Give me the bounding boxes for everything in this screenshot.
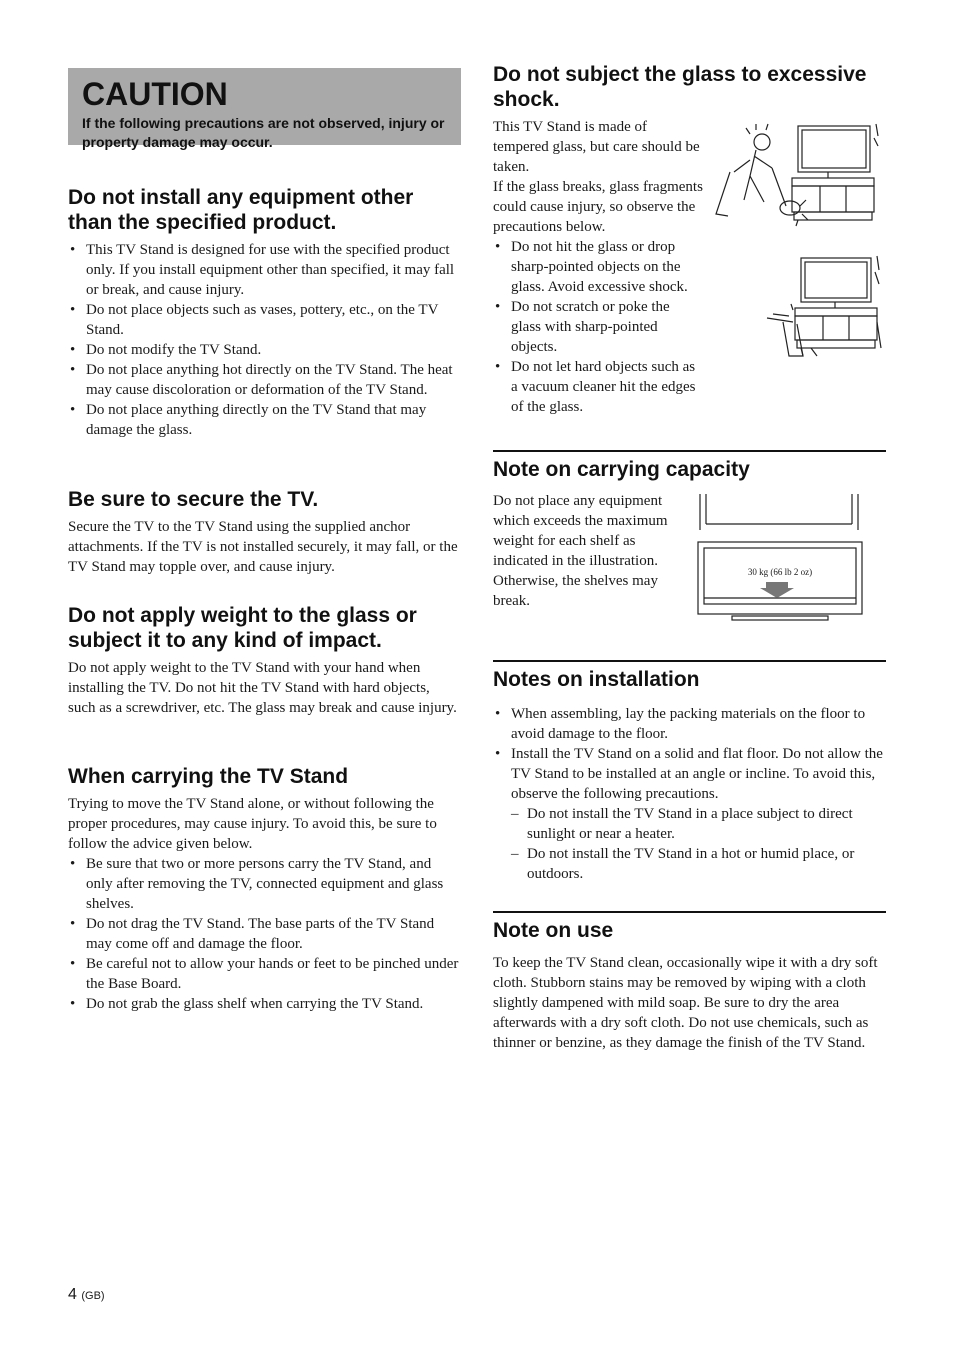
section-heading: Notes on installation: [493, 668, 700, 691]
list-item: • Do not scratch or poke the glass with sharp-pointed objects.: [493, 297, 703, 357]
section-heading: Be sure to secure the TV.: [68, 488, 319, 511]
list-item: • Install the TV Stand on a solid and flat floor. Do not allow the TV Stand to be installed at an angle or incline. To avoid this, observe the following precautions.: [493, 744, 886, 804]
list-item: • Be careful not to allow your hands or feet to be pinched under the Base Board.: [68, 954, 461, 994]
paragraph: Do not apply weight to the TV Stand with your hand when installing the TV. Do not hit the TV Stand with hard objects, such as a screwdriver, etc. The glass may break and cause injury.: [68, 660, 457, 716]
paragraph: To keep the TV Stand clean, occasionally wipe it with a dry soft cloth. Stubborn stains may be removed by wiping with a cloth slightly dampened with mild soap. Be sure to dry the area afterwards with a dry soft cloth. Do not use chemicals, such as thinner or benzine, as they damage the finish of the TV Stand.: [493, 955, 878, 1051]
list-item: – Do not install the TV Stand in a place subject to direct sunlight or near a heater.: [493, 804, 886, 844]
list-item: • When assembling, lay the packing materials on the floor to avoid damage to the floor.: [493, 704, 886, 744]
paragraph: Trying to move the TV Stand alone, or without following the proper procedures, may cause injury. To avoid this, be sure to follow the advice given below.: [68, 796, 437, 852]
list-item: • This TV Stand is designed for use with the specified product only. If you install equipment other than specified, it may fall or break, and cause injury.: [68, 240, 461, 300]
page-footer: [68, 1286, 105, 1304]
dash-list: [493, 804, 886, 884]
caution-title: CAUTION: [82, 76, 228, 112]
stand-outline-icon: [696, 494, 864, 624]
list-item: • Do not grab the glass shelf when carrying the TV Stand.: [68, 994, 461, 1014]
paragraph: Otherwise, the shelves may break.: [493, 573, 658, 609]
bullet-list: [493, 237, 703, 417]
section-heading: Do not apply weight to the glass or subject it to any kind of impact.: [68, 604, 417, 652]
caution-box: [68, 68, 461, 150]
list-item: • Do not place anything directly on the TV Stand that may damage the glass.: [68, 400, 461, 440]
left-column: [68, 68, 461, 1012]
section-specified-product: [68, 185, 461, 440]
section-no-weight: [68, 603, 461, 718]
section-secure-tv: [68, 487, 461, 577]
section-heading: Do not install any equipment other than the specified product.: [68, 186, 414, 234]
scratch-hazard-illustration: [763, 252, 883, 367]
section-heading: Note on carrying capacity: [493, 458, 750, 481]
list-item: • Do not modify the TV Stand.: [68, 340, 461, 360]
list-item: • Do not place objects such as vases, pottery, etc., on the TV Stand.: [68, 300, 461, 340]
section-installation: [493, 660, 886, 884]
section-heading: When carrying the TV Stand: [68, 765, 349, 788]
bullet-list: [68, 854, 461, 1014]
list-item: • Do not hit the glass or drop sharp-pointed objects on the glass. Avoid excessive shock.: [493, 237, 703, 297]
section-heading: Note on use: [493, 919, 614, 942]
list-item: • Do not let hard objects such as a vacuum cleaner hit the edges of the glass.: [493, 357, 703, 417]
section-note-on-use: [493, 911, 886, 1053]
list-item: • Do not place anything hot directly on the TV Stand. The heat may cause discoloration or deformation of the TV Stand.: [68, 360, 461, 400]
caution-subtitle: If the following precautions are not observed, injury or property damage may occur.: [82, 115, 445, 150]
list-item: • Do not drag the TV Stand. The base parts of the TV Stand may come off and damage the floor.: [68, 914, 461, 954]
paragraph: Secure the TV to the TV Stand using the supplied anchor attachments. If the TV is not installed securely, it may fall, or the TV Stand may topple over, and cause injury.: [68, 519, 458, 575]
capacity-diagram: [696, 494, 864, 624]
list-item: – Do not install the TV Stand in a hot or humid place, or outdoors.: [493, 844, 886, 884]
paragraph: This TV Stand is made of tempered glass, but care should be taken.: [493, 119, 700, 175]
bullet-list: [68, 240, 461, 440]
section-heading: Do not subject the glass to excessive shock.: [493, 63, 867, 111]
list-item: • Be sure that two or more persons carry the TV Stand, and only after removing the TV, connected equipment and glass shelves.: [68, 854, 461, 914]
region-code: (GB): [81, 1290, 105, 1302]
paragraph: Do not place any equipment which exceeds the maximum weight for each shelf as indicated in the illustration.: [493, 493, 668, 569]
page-number: 4: [68, 1286, 77, 1303]
weight-label: 30 kg (66 lb 2 oz): [747, 567, 813, 577]
bullet-list: [493, 704, 886, 804]
section-carrying: [68, 764, 461, 1014]
paragraph: If the glass breaks, glass fragments could cause injury, so observe the precautions below.: [493, 179, 703, 235]
